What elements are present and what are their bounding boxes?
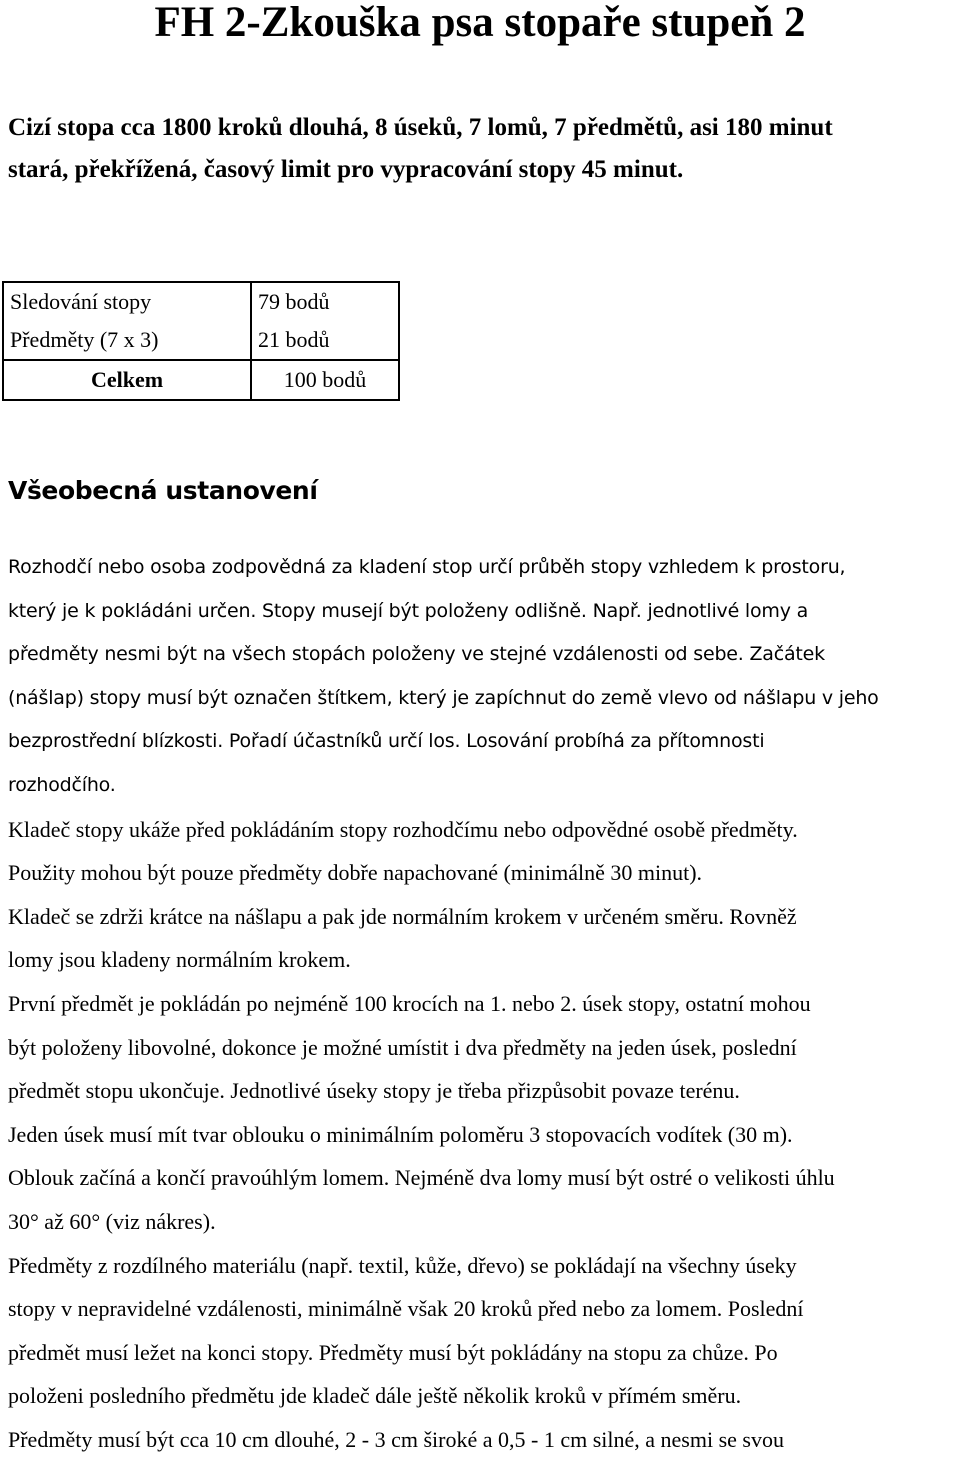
table-row xyxy=(3,321,399,360)
intro-paragraph xyxy=(8,107,958,191)
body-line: Rozhodčí nebo osoba zodpovědná za kladení stop určí průběh stopy vzhledem k prostoru, xyxy=(8,556,846,578)
body-line: (nášlap) stopy musí být označen štítkem, který je zapíchnut do země vlevo od nášlapu v jeho xyxy=(8,686,879,709)
body-line: předmět stopu ukončuje. Jednotlivé úseky stopy je třeba přizpůsobit povaze terénu. xyxy=(8,1078,740,1104)
body-line: který je k pokládáni určen. Stopy musejí být položeny odlišně. Např. jednotlivé lomy a xyxy=(8,599,809,622)
body-line: Oblouk začíná a končí pravoúhlým lomem. Nejméně dva lomy musí být ostré o velikosti úhlu xyxy=(8,1165,835,1191)
body-line: Kladeč stopy ukáže před pokládáním stopy rozhodčímu nebo odpovědné osobě předměty. xyxy=(8,816,798,842)
body-line: lomy jsou kladeny normálním krokem. xyxy=(8,947,351,973)
body-line: Předměty musí být cca 10 cm dlouhé, 2 - 3 cm široké a 0,5 - 1 cm silné, a nesmi se svou xyxy=(8,1426,784,1452)
score-label: Sledování stopy xyxy=(3,282,251,321)
body-line: předměty nesmi být na všech stopách položeny ve stejné vzdálenosti od sebe. Začátek xyxy=(8,643,825,666)
body-line: Kladeč se zdrži krátce na nášlapu a pak jde normálním krokem v určeném směru. Rovněž xyxy=(8,903,797,929)
body-line: 30° až 60° (viz nákres). xyxy=(8,1208,216,1234)
score-table xyxy=(2,281,400,401)
document-title: FH 2-Zkouška psa stopaře stupeň 2 xyxy=(154,0,806,46)
score-value: 79 bodů xyxy=(258,289,330,314)
body-text xyxy=(8,546,960,1461)
intro-line: stará, překřížená, časový limit pro vypracování stopy 45 minut. xyxy=(8,156,684,183)
body-line: stopy v nepravidelné vzdálenosti, minimálně však 20 kroků před nebo za lomem. Poslední xyxy=(8,1296,804,1322)
score-value: 21 bodů xyxy=(258,327,330,352)
body-line: být položeny libovolné, dokonce je možné umístit i dva předměty na jeden úsek, poslední xyxy=(8,1034,797,1060)
body-line: Použity mohou být pouze předměty dobře napachované (minimálně 30 minut). xyxy=(8,860,703,886)
body-line: Předměty z rozdílného materiálu (např. textil, kůže, dřevo) se pokládají na všechny úseky xyxy=(8,1252,797,1278)
body-line: položeni posledního předmětu jde kladeč dále ještě několik kroků v přímém směru. xyxy=(8,1383,742,1409)
section-heading: Všeobecná ustanovení xyxy=(8,476,318,505)
body-line: předmět musí ležet na konci stopy. Předměty musí být pokládány na stopu za chůze. Po xyxy=(8,1339,778,1365)
body-line: Jeden úsek musí mít tvar oblouku o minimálním poloměru 3 stopovacích vodítek (30 m). xyxy=(8,1121,793,1147)
total-row xyxy=(3,360,399,400)
table-row xyxy=(3,282,399,321)
total-value: 100 bodů xyxy=(251,360,399,400)
total-label: Celkem xyxy=(3,360,251,400)
body-line: rozhodčího. xyxy=(8,773,116,796)
body-line: bezprostřední blízkosti. Pořadí účastníků určí los. Losování probíhá za přítomnosti xyxy=(8,730,765,753)
intro-line: Cizí stopa cca 1800 kroků dlouhá, 8 úseků, 7 lomů, 7 předmětů, asi 180 minut xyxy=(8,114,833,141)
body-line: První předmět je pokládán po nejméně 100 krocích na 1. nebo 2. úsek stopy, ostatní mohou xyxy=(8,990,811,1016)
score-label: Předměty (7 x 3) xyxy=(3,321,251,360)
